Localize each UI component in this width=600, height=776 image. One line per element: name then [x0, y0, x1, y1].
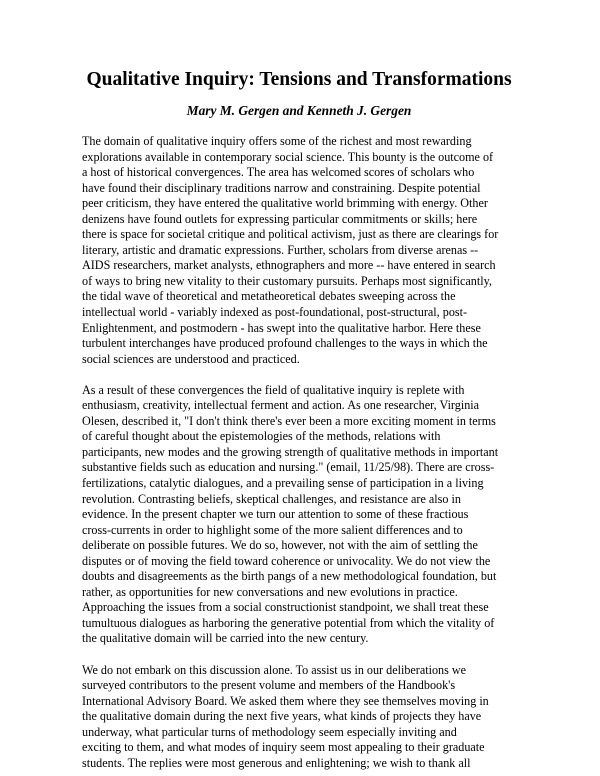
text-line: underway, what particular turns of methodology seem especially inviting and [82, 724, 457, 739]
text-line: the qualitative domain during the next five years, what kinds of projects they have [82, 709, 482, 724]
text-line: explorations available in contemporary social science. This bounty is the outcome of [82, 149, 494, 164]
text-line: literary, artistic and dramatic expressions. Further, scholars from diverse arenas -- [82, 242, 479, 257]
text-line: AIDS researchers, market analysts, ethnographers and more -- have entered in search [82, 258, 496, 273]
text-line: of ways to bring new vitality to their customary pursuits. Perhaps most significantly, [82, 273, 492, 288]
text-line: disputes or of moving the field toward coherence or univocality. We do not view the [82, 553, 491, 568]
text-line: International Advisory Board. We asked them where they see themselves moving in [82, 693, 489, 708]
text-line: deliberate on possible futures. We do so, however, not with the aim of settling the [82, 538, 478, 553]
text-line: peer criticism, they have entered the qualitative world brimming with energy. Other [82, 196, 488, 211]
document-authors: Mary M. Gergen and Kenneth J. Gergen [186, 103, 412, 118]
text-line: evidence. In the present chapter we turn our attention to some of these fractious [82, 507, 469, 522]
text-line: We do not embark on this discussion alone. To assist us in our deliberations we [82, 662, 467, 677]
text-line: enthusiasm, creativity, intellectual ferment and action. As one researcher, Virginia [82, 398, 480, 413]
body-paragraph [82, 383, 516, 647]
text-line: tumultuous dialogues as harboring the generative potential from which the vitality of [82, 615, 495, 630]
text-line: there is space for societal critique and political activism, just as there are clearings for [82, 227, 499, 242]
text-line: surveyed contributors to the present volume and members of the Handbook's [82, 678, 456, 693]
text-line: revolution. Contrasting beliefs, skeptical challenges, and resistance are also in [82, 491, 461, 506]
text-line: substantive fields such as education and nursing." (email, 11/25/98). There are cross- [82, 460, 495, 475]
body-paragraph [82, 663, 516, 772]
text-line: participants, new modes and the growing strength of qualitative methods in important [82, 444, 499, 459]
text-line: the qualitative domain will be carried into the new century. [82, 631, 369, 646]
text-line: doubts and disagreements as the birth pangs of a new methodological foundation, but [82, 569, 497, 584]
text-line: cross-currents in order to highlight some of the more salient differences and to [82, 522, 463, 537]
text-line: Approaching the issues from a social constructionist standpoint, we shall treat these [82, 600, 489, 615]
text-line: have found their disciplinary traditions narrow and constraining. Despite potential [82, 180, 481, 195]
text-line: a host of historical convergences. The area has welcomed scores of scholars who [82, 165, 475, 180]
text-line: social sciences are understood and practiced. [82, 351, 300, 366]
text-line: students. The replies were most generous and enlightening; we wish to thank all [82, 755, 471, 770]
body-paragraph [82, 134, 516, 367]
text-line: denizens have found outlets for expressing particular commitments or skills; here [82, 211, 478, 226]
text-line: turbulent interchanges have produced profound challenges to the ways in which the [82, 336, 488, 351]
document-title: Qualitative Inquiry: Tensions and Transformations [86, 69, 512, 90]
text-line: exciting to them, and what modes of inquiry seem most appealing to their graduate [82, 740, 485, 755]
text-line: the tidal wave of theoretical and metatheoretical debates sweeping across the [82, 289, 456, 304]
text-line: Enlightenment, and postmodern - has swept into the qualitative harbor. Here these [82, 320, 481, 335]
text-line: fertilizations, catalytic dialogues, and a prevailing sense of participation in a living [82, 475, 484, 490]
text-line: rather, as opportunities for new conversations and new evolutions in practice. [82, 584, 458, 599]
text-line: of careful thought about the epistemologies of the methods, relations with [82, 429, 441, 444]
text-line: Olesen, described it, "I don't think there's ever been a more exciting moment in terms [82, 413, 496, 428]
text-line: The domain of qualitative inquiry offers some of the richest and most rewarding [82, 134, 472, 148]
text-line: As a result of these convergences the field of qualitative inquiry is replete with [82, 382, 465, 397]
text-line: intellectual world - variably indexed as post-foundational, post-structural, post- [82, 305, 468, 320]
